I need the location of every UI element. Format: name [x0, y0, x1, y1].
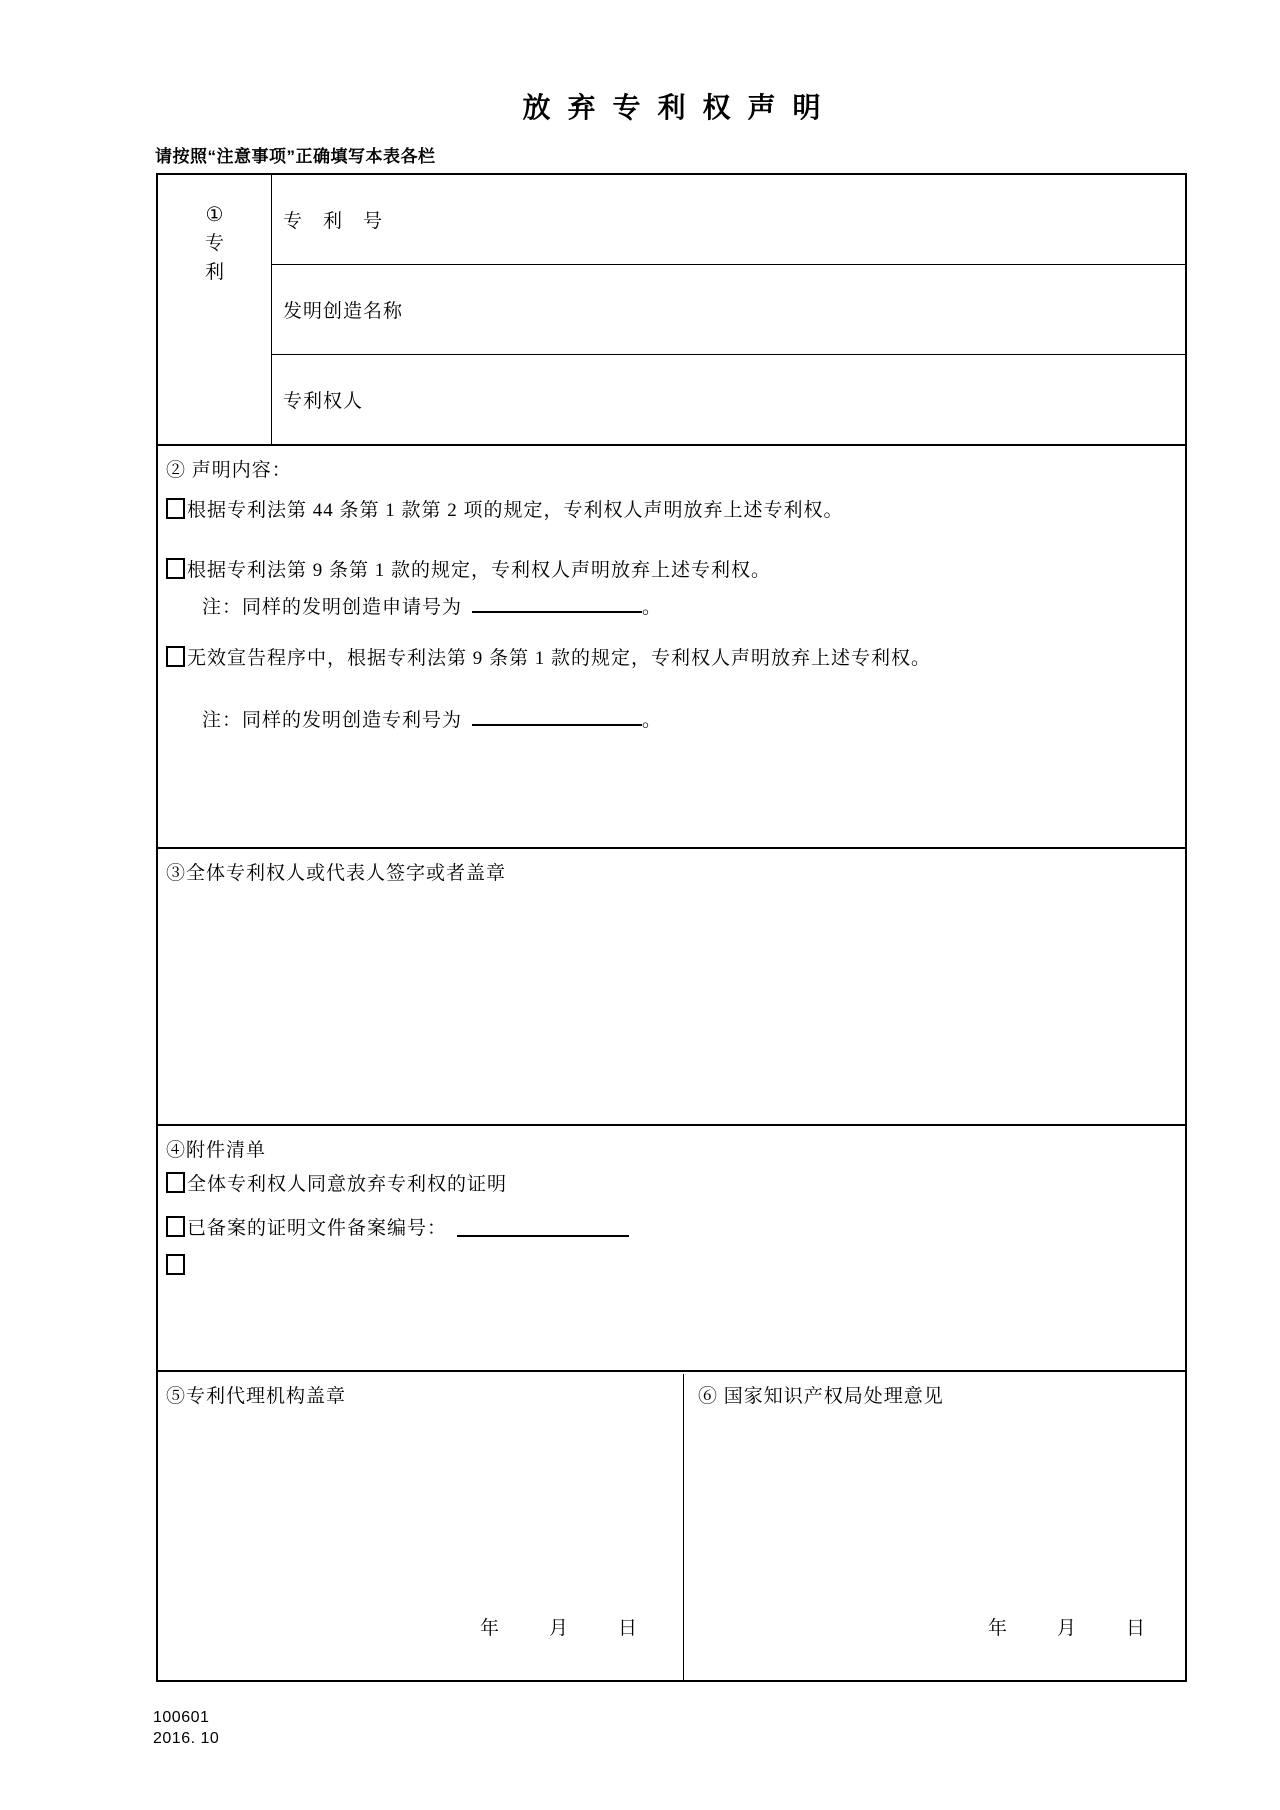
agency-date-month: 月 — [548, 1618, 568, 1639]
office-date-month: 月 — [1056, 1618, 1076, 1639]
declaration-option-3-text: 无效宣告程序中，根据专利法第 9 条第 1 款的规定，专利权人声明放弃上述专利权。 — [187, 648, 932, 669]
section-patent-info — [158, 175, 1185, 446]
office-opinion-header: ⑥ 国家知识产权局处理意见 — [698, 1386, 944, 1407]
patent-info-rows — [272, 175, 1185, 444]
note-patent-number-prefix: 注：同样的发明创造专利号为 — [202, 709, 463, 731]
same-patent-number-blank[interactable] — [472, 704, 642, 726]
agency-date-year: 年 — [479, 1618, 499, 1639]
agency-stamp-header: ⑤专利代理机构盖章 — [166, 1386, 347, 1407]
patent-number-field[interactable] — [272, 175, 1185, 265]
form-title: 放弃专利权声明 — [522, 93, 838, 124]
section-bottom-cells — [158, 1374, 1185, 1680]
patent-info-label-cell — [158, 175, 272, 444]
note-application-number-suffix: 。 — [642, 596, 663, 618]
agency-stamp-area[interactable] — [160, 1418, 681, 1602]
section1-label: 专利 — [204, 233, 224, 283]
checkbox-filed-document[interactable] — [166, 1216, 185, 1237]
attachments-header: ④附件清单 — [166, 1140, 267, 1161]
office-date-year: 年 — [987, 1618, 1007, 1639]
note-patent-number-suffix: 。 — [642, 709, 663, 731]
checkbox-article-44[interactable] — [166, 498, 185, 519]
attachment-item-3 — [166, 1254, 187, 1275]
record-number-blank[interactable] — [457, 1216, 629, 1238]
office-date-day: 日 — [1125, 1618, 1145, 1639]
attachment-item-2-text: 已备案的证明文件备案编号： — [187, 1218, 448, 1239]
patentee-field[interactable] — [272, 355, 1185, 444]
checkbox-other-attachment[interactable] — [166, 1254, 185, 1275]
section-agency-stamp — [158, 1374, 684, 1680]
signature-stamp-area[interactable] — [160, 897, 1183, 1122]
patent-number-label: 专 利 号 — [283, 211, 384, 232]
invention-title-label: 发明创造名称 — [283, 301, 404, 322]
invention-title-field[interactable] — [272, 265, 1185, 355]
form-version-date: 2016. 10 — [153, 1730, 220, 1747]
agency-date-day: 日 — [617, 1618, 637, 1639]
form-table — [156, 173, 1187, 1682]
section-declaration — [158, 448, 1185, 849]
signature-header: ③全体专利权人或代表人签字或者盖章 — [166, 863, 507, 884]
declaration-option-1-text: 根据专利法第 44 条第 1 款第 2 项的规定，专利权人声明放弃上述专利权。 — [187, 500, 844, 521]
section-office-opinion — [684, 1374, 1185, 1680]
agency-date-row — [480, 1613, 637, 1640]
checkbox-invalidation[interactable] — [166, 646, 185, 667]
attachment-item-1 — [166, 1169, 507, 1196]
patentee-label: 专利权人 — [283, 391, 364, 412]
declaration-option-1 — [166, 495, 844, 522]
note-patent-number — [202, 704, 662, 732]
section-signature — [158, 851, 1185, 1126]
office-date-row — [988, 1613, 1145, 1640]
office-opinion-area[interactable] — [686, 1418, 1183, 1602]
form-subtitle: 请按照“注意事项”正确填写本表各栏 — [155, 147, 436, 166]
declaration-option-2-text: 根据专利法第 9 条第 1 款的规定，专利权人声明放弃上述专利权。 — [187, 560, 772, 581]
declaration-option-2 — [166, 555, 771, 582]
checkbox-article-9[interactable] — [166, 558, 185, 579]
attachment-item-1-text: 全体专利权人同意放弃专利权的证明 — [187, 1174, 508, 1195]
note-application-number — [202, 591, 662, 619]
section-attachments — [158, 1128, 1185, 1372]
section1-number: ① — [205, 204, 224, 226]
application-number-blank[interactable] — [472, 591, 642, 613]
form-code-footer — [153, 1707, 219, 1749]
attachment-item-2 — [166, 1213, 629, 1240]
form-code: 100601 — [153, 1709, 210, 1726]
checkbox-consent-proof[interactable] — [166, 1172, 185, 1193]
declaration-option-3 — [166, 643, 931, 670]
note-application-number-prefix: 注：同样的发明创造申请号为 — [202, 596, 463, 618]
declaration-header: ② 声明内容： — [166, 460, 292, 481]
